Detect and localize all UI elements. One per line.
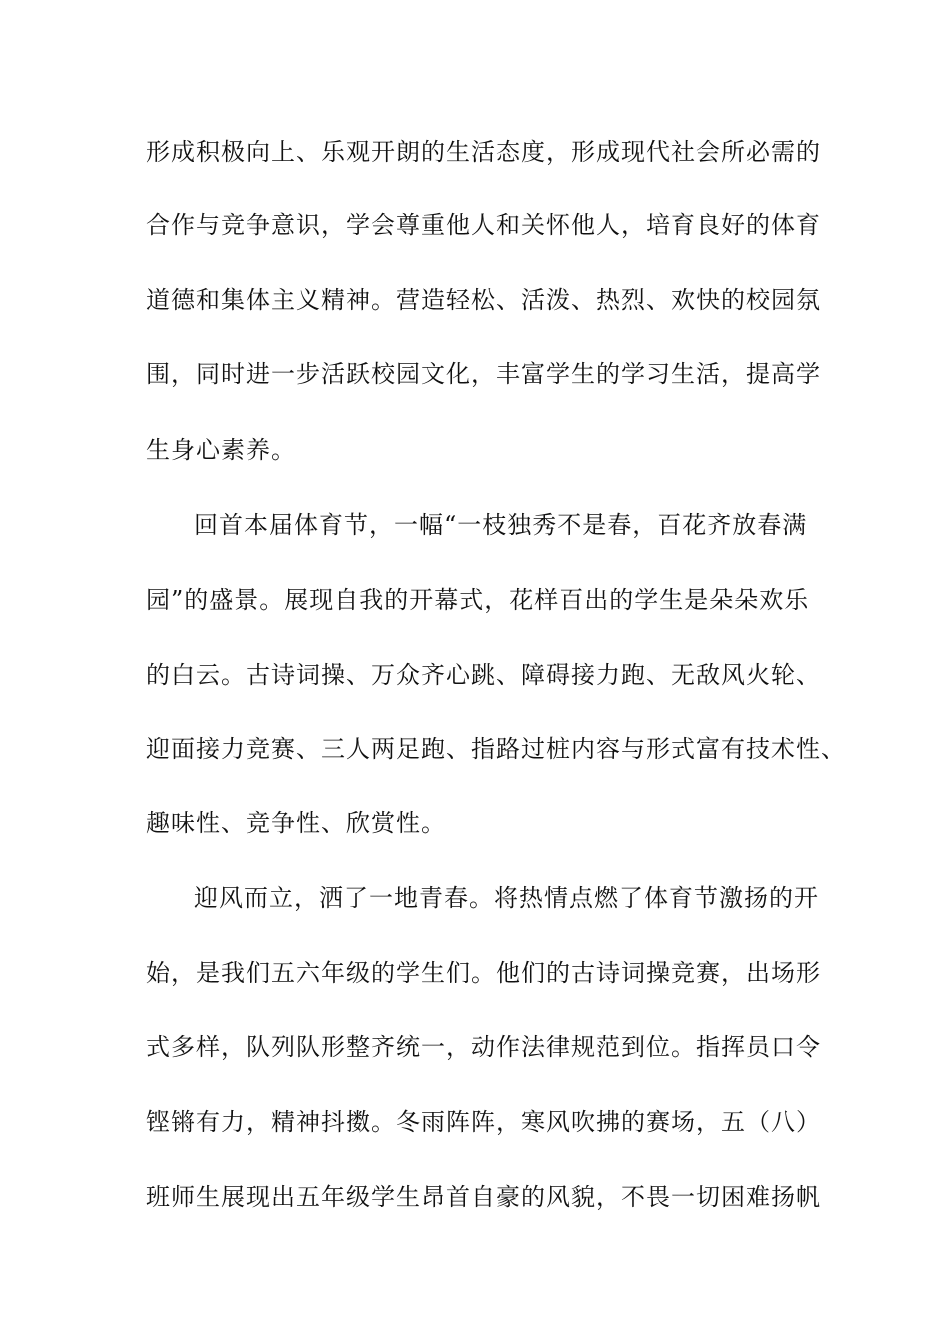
text-line-14: 铿锵有力，精神抖擞。冬雨阵阵，寒风吹拂的赛场，五（八） [146,1108,821,1136]
text-line-1: 形成积极向上、乐观开朗的生活态度，形成现代社会所必需的 [146,138,821,166]
text-line-11: 迎风而立，洒了一地青春。将热情点燃了体育节激扬的开 [194,884,819,912]
text-line-5: 生身心素养。 [146,436,296,464]
text-line-3: 道德和集体主义精神。营造轻松、活泼、热烈、欢快的校园氛 [146,286,821,314]
text-line-4: 围，同时进一步活跃校园文化，丰富学生的学习生活，提高学 [146,360,821,388]
text-line-12: 始，是我们五六年级的学生们。他们的古诗词操竞赛，出场形 [146,959,821,987]
text-line-15: 班师生展现出五年级学生昂首自豪的风貌，不畏一切困难扬帆 [146,1183,821,1211]
text-line-13: 式多样，队列队形整齐统一，动作法律规范到位。指挥员口令 [146,1033,821,1061]
text-line-10: 趣味性、竞争性、欣赏性。 [146,809,446,837]
text-line-2: 合作与竞争意识，学会尊重他人和关怀他人，培育良好的体育 [146,211,821,239]
text-line-7: 园”的盛景。展现自我的开幕式，花样百出的学生是朵朵欢乐 [146,586,810,614]
text-line-9: 迎面接力竞赛、三人两足跑、指路过桩内容与形式富有技术性、 [146,735,846,763]
text-line-8: 的白云。古诗词操、万众齐心跳、障碍接力跑、无敌风火轮、 [146,661,821,689]
text-line-6: 回首本届体育节，一幅“一枝独秀不是春，百花齐放春满 [194,511,808,539]
